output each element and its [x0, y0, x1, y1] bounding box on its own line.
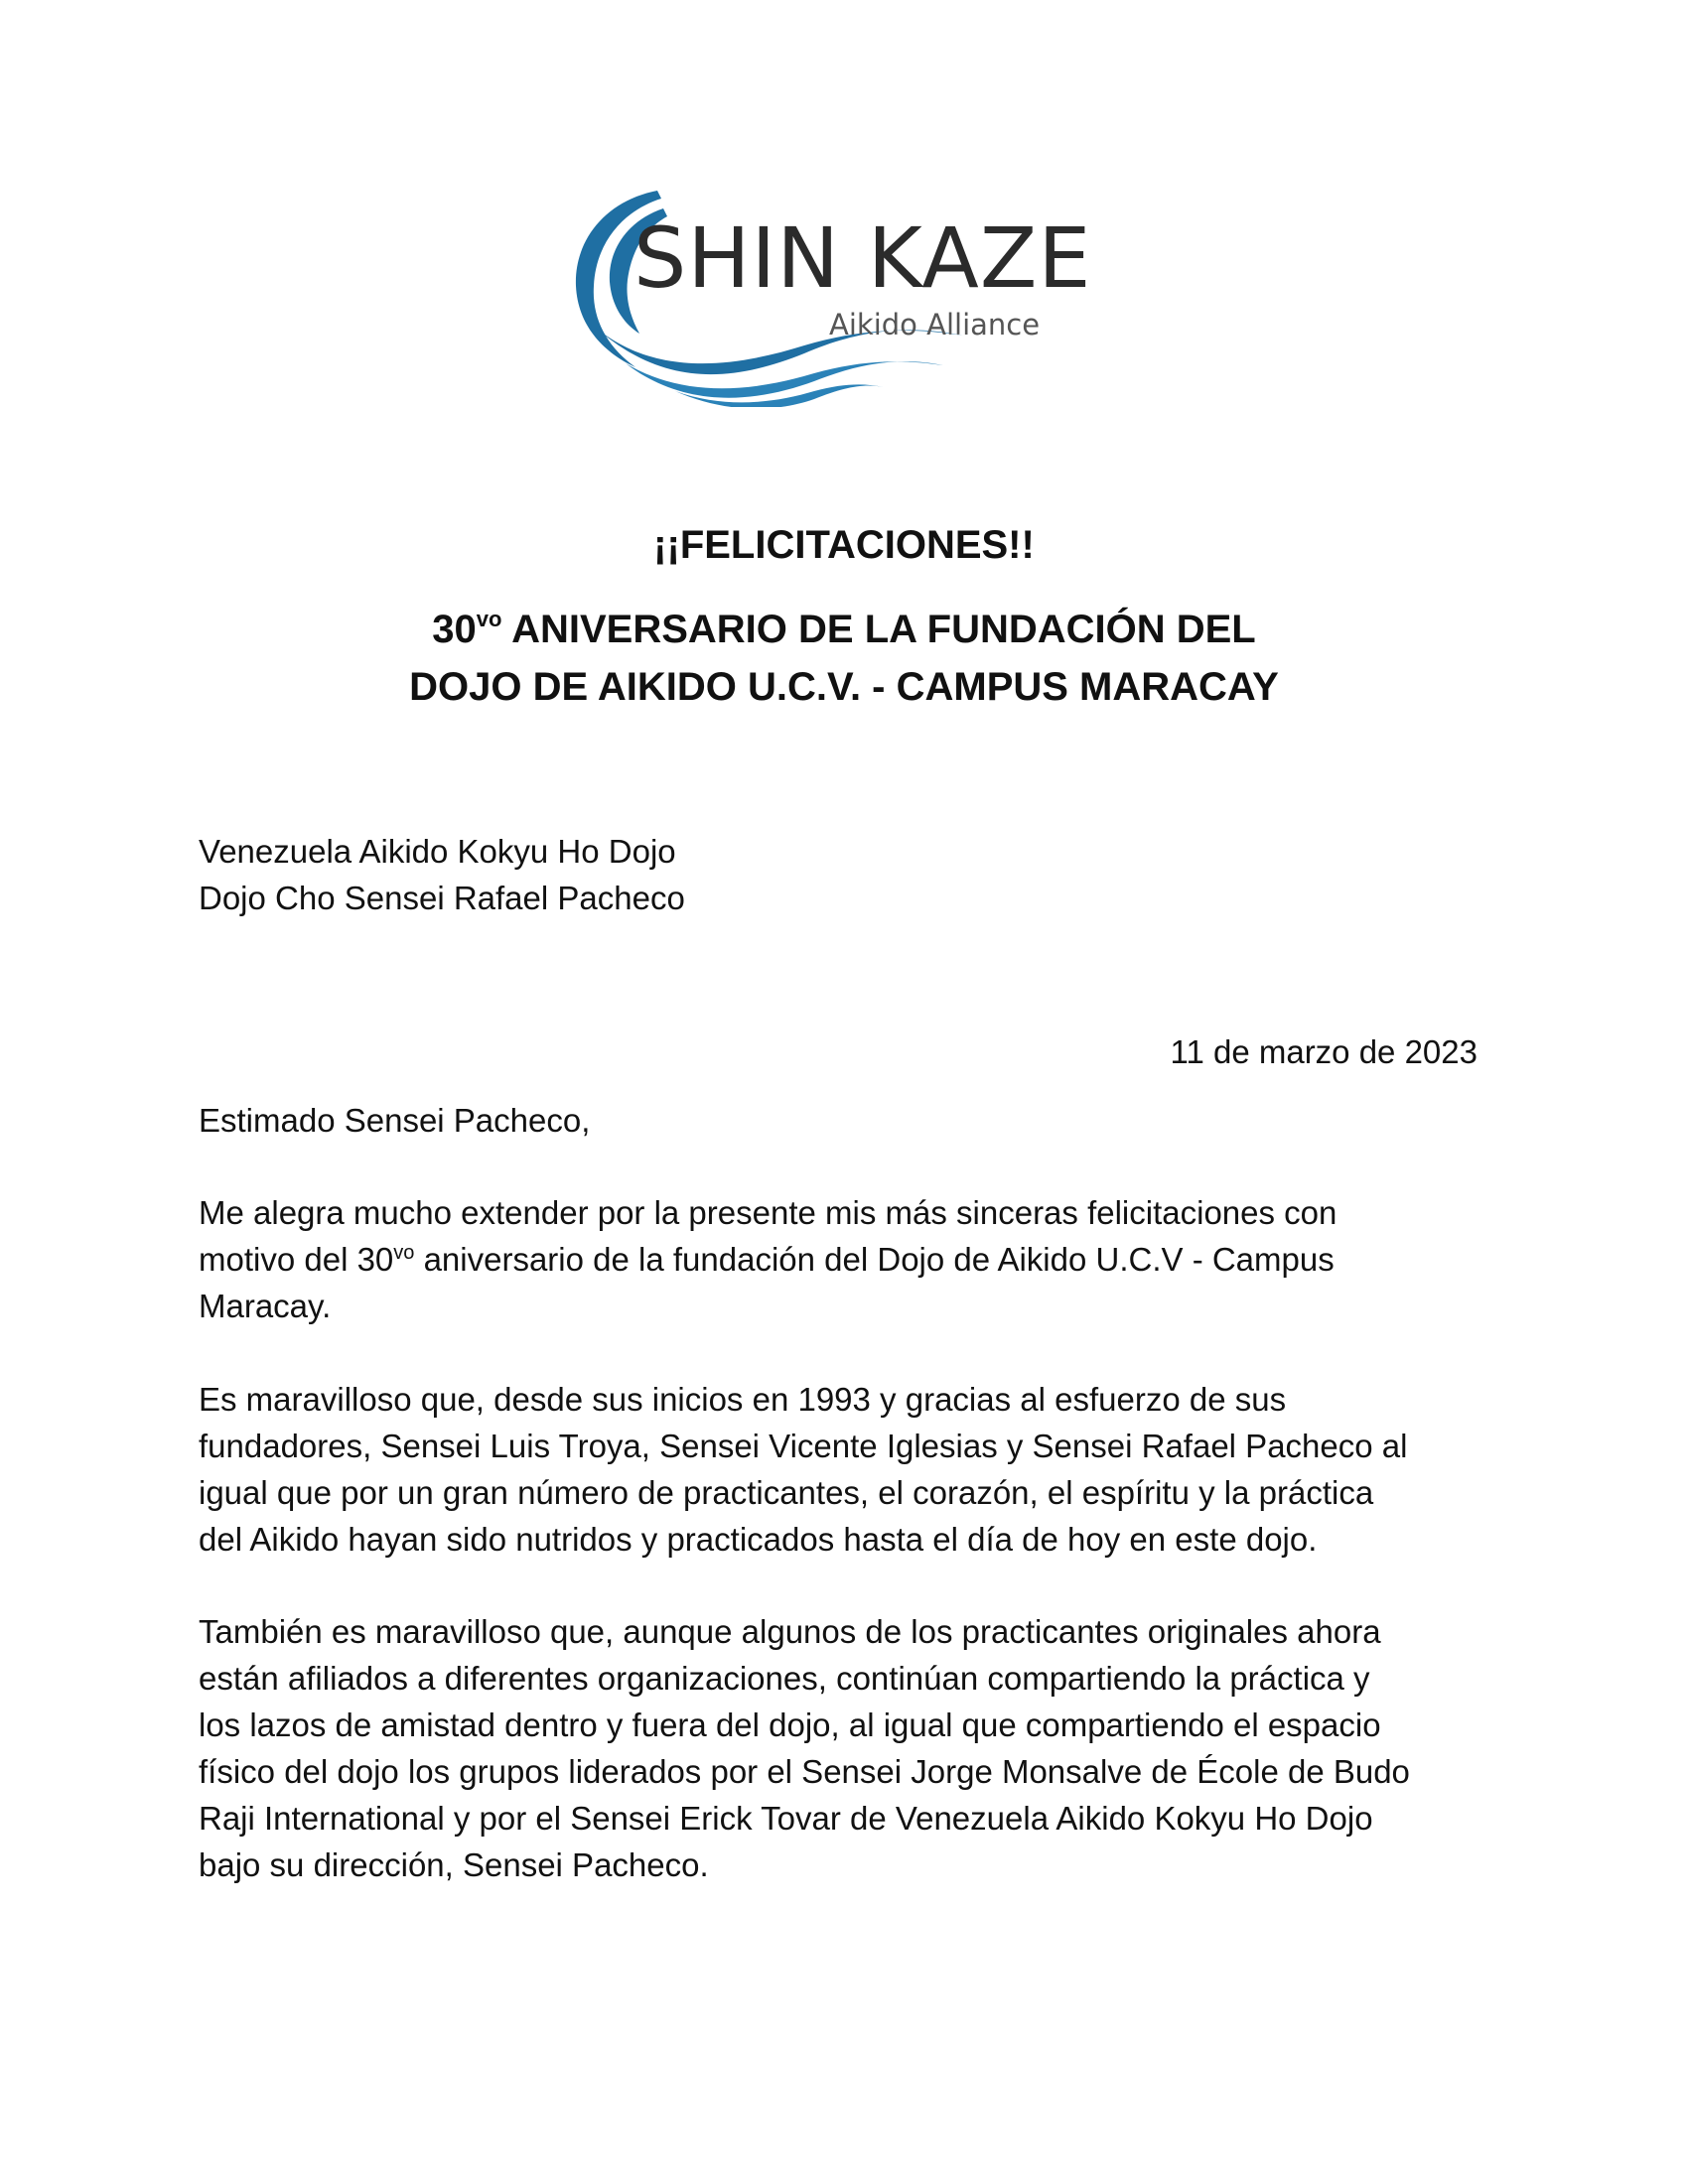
congratulations-heading: ¡¡FELICITACIONES!!: [653, 523, 1035, 567]
paragraph-line: También es maravilloso que, aunque algunos de los practicantes originales ahora: [199, 1613, 1381, 1650]
paragraph-line: están afiliados a diferentes organizaciones, continúan compartiendo la práctica y: [199, 1660, 1370, 1697]
paragraph-line: Raji International y por el Sensei Erick Tovar de Venezuela Aikido Kokyu Ho Dojo: [199, 1800, 1373, 1837]
paragraph-line: bajo su dirección, Sensei Pacheco.: [199, 1846, 709, 1883]
anniversary-number: 30: [432, 608, 477, 651]
paragraph-line: Es maravilloso que, desde sus inicios en 1993 y gracias al esfuerzo de sus: [199, 1381, 1287, 1418]
dojo-heading: DOJO DE AIKIDO U.C.V. - CAMPUS MARACAY: [409, 665, 1279, 709]
sender-block: [199, 828, 1489, 921]
anniversary-heading-text: ANIVERSARIO DE LA FUNDACIÓN DEL: [501, 608, 1256, 651]
paragraph-line: Me alegra mucho extender por la presente mis más sinceras felicitaciones con: [199, 1194, 1337, 1231]
sender-organization: Venezuela Aikido Kokyu Ho Dojo: [199, 833, 676, 870]
paragraph-line: los lazos de amistad dentro y fuera del dojo, al igual que compartiendo el espacio: [199, 1706, 1381, 1743]
logo-subtitle: Aikido Alliance: [829, 308, 1041, 341]
paragraph-3: [199, 1608, 1489, 1888]
sender-name: Dojo Cho Sensei Rafael Pacheco: [199, 880, 685, 916]
paragraph-line-end: aniversario de la fundación del Dojo de Aikido U.C.V - Campus: [414, 1241, 1335, 1278]
shin-kaze-logo: [566, 179, 1102, 407]
anniversary-ordinal: vo: [476, 606, 502, 631]
paragraph-line: fundadores, Sensei Luis Troya, Sensei Vicente Iglesias y Sensei Rafael Pacheco al: [199, 1428, 1408, 1464]
paragraph-line: igual que por un gran número de practicantes, el corazón, el espíritu y la práctica: [199, 1474, 1374, 1511]
paragraph-line: [199, 1236, 1489, 1283]
paragraph-1: [199, 1189, 1489, 1329]
paragraph-line: Maracay.: [199, 1288, 332, 1324]
letter-date: 11 de marzo de 2023: [1170, 1033, 1477, 1070]
ordinal-superscript: vo: [393, 1242, 415, 1264]
paragraph-line: físico del dojo los grupos liderados por el Sensei Jorge Monsalve de École de Budo: [199, 1753, 1410, 1790]
paragraph-2: [199, 1376, 1489, 1563]
paragraph-line-start: motivo del 30: [199, 1241, 394, 1278]
greeting: Estimado Sensei Pacheco,: [199, 1102, 591, 1139]
logo-title: SHIN KAZE: [633, 209, 1092, 307]
anniversary-heading: [0, 606, 1688, 653]
paragraph-line: del Aikido hayan sido nutridos y practicados hasta el día de hoy en este dojo.: [199, 1521, 1318, 1558]
